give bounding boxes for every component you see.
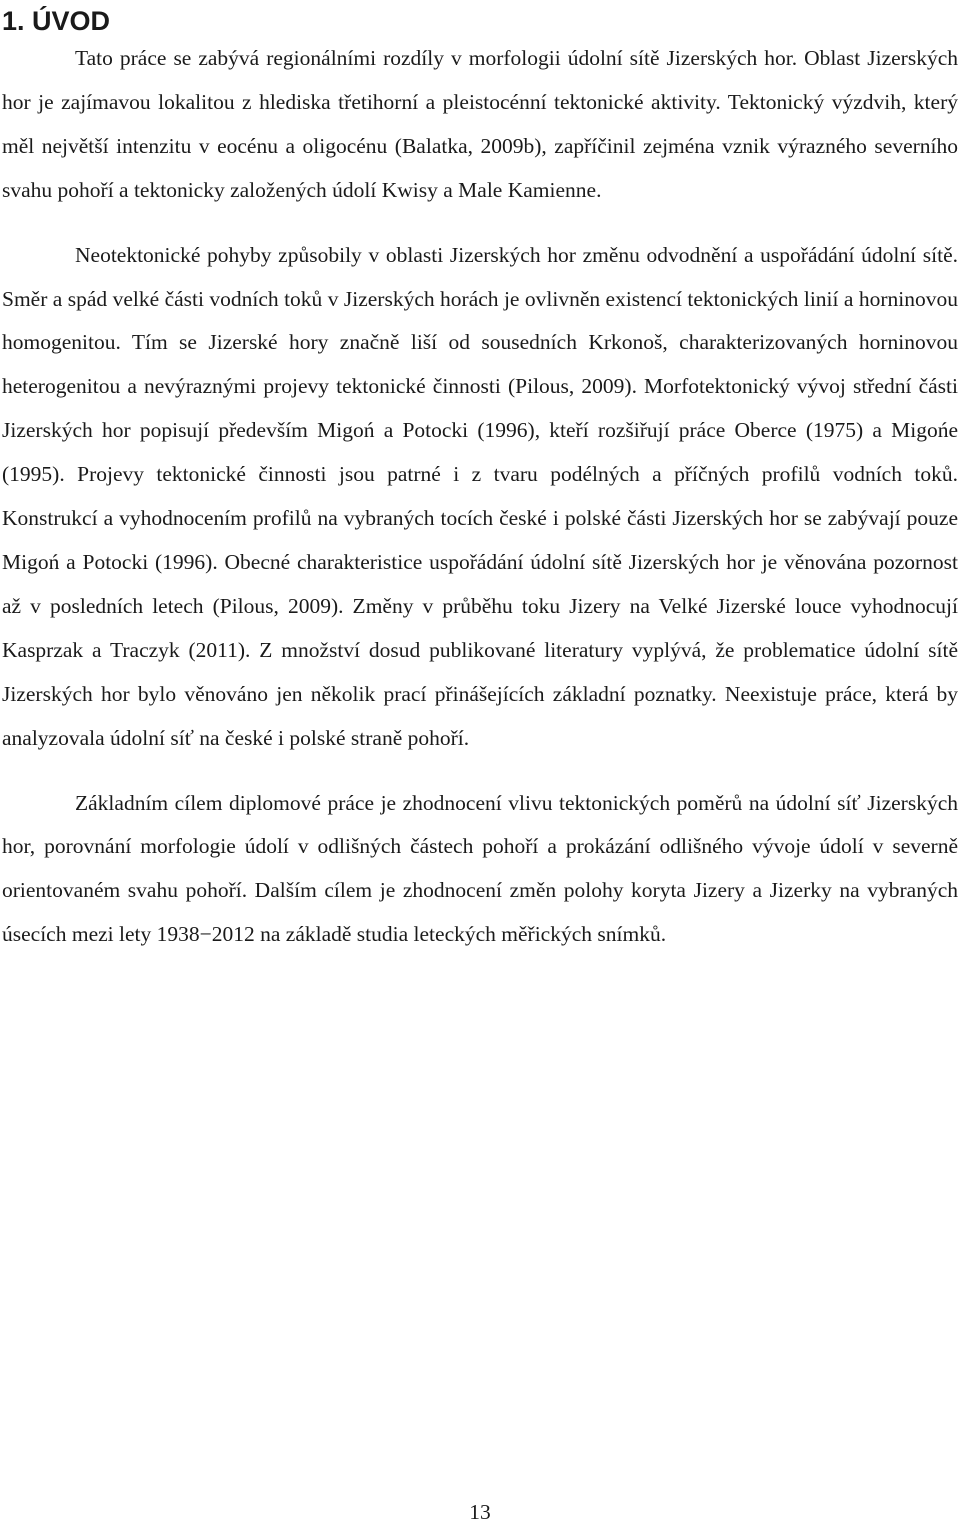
chapter-heading: 1. ÚVOD (2, 6, 111, 36)
paragraph-goals: Základním cílem diplomové práce je zhodnocení vlivu tektonických poměrů na údolní síť Jizerských hor, porovnání morfologie údolí v odlišných částech pohoří a prokázání odlišného vývoje údolí v severně orientovaném svahu pohoří. Dalším cílem je zhodnocení změn polohy koryta Jizery a Jizerky na vybraných úsecích mezi lety 1938−2012 na základě studia leteckých měřických snímků. (2, 790, 958, 947)
page-number: 13 (469, 1500, 491, 1524)
paragraph-gap (2, 213, 958, 234)
paragraph-neotectonics: Neotektonické pohyby způsobily v oblasti Jizerských hor změnu odvodnění a uspořádání údolní sítě. Směr a spád velké části vodních toků v Jizerských horách je ovlivněn existencí tektonických linií a horninovou homogenitou. Tím se Jizerské hory značně liší od sousedních Krkonoš, charakterizovaných horninovou heterogenitou a nevýraznými projevy tektonické činnosti (Pilous, 2009). Morfotektonický vývoj střední části Jizerských hor popisují především Migoń a Potocki (1996), kteří rozšiřují práce Oberce (1975) a Migońe (1995). Projevy tektonické činnosti jsou patrné i z tvaru podélných a příčných profilů vodních toků. Konstrukcí a vyhodnocením profilů na vybraných tocích české i polské části Jizerských hor se zabývají pouze Migoń a Potocki (1996). Obecné charakteristice uspořádání údolní sítě Jizerských hor je věnována pozornost až v posledních letech (Pilous, 2009). Změny v průběhu toku Jizery na Velké Jizerské louce vyhodnocují Kasprzak a Traczyk (2011). Z množství dosud publikované literatury vyplývá, že problematice údolní sítě Jizerských hor bylo věnováno jen několik prací přinášejících základní poznatky. Neexistuje práce, která by analyzovala údolní síť na české i polské straně pohoří. (2, 242, 958, 750)
paragraph-intro: Tato práce se zabývá regionálními rozdíly v morfologii údolní sítě Jizerských hor. Oblast Jizerských hor je zajímavou lokalitou z hlediska třetihorní a pleistocénní tektonické aktivity. Tektonický výzdvih, který měl největší intenzitu v eocénu a oligocénu (Balatka, 2009b), zapříčinil zejména vznik výrazného severního svahu pohoří a tektonicky založených údolí Kwisy a Male Kamienne. (2, 46, 958, 202)
paragraph-gap (2, 761, 958, 782)
body-text (2, 37, 958, 957)
